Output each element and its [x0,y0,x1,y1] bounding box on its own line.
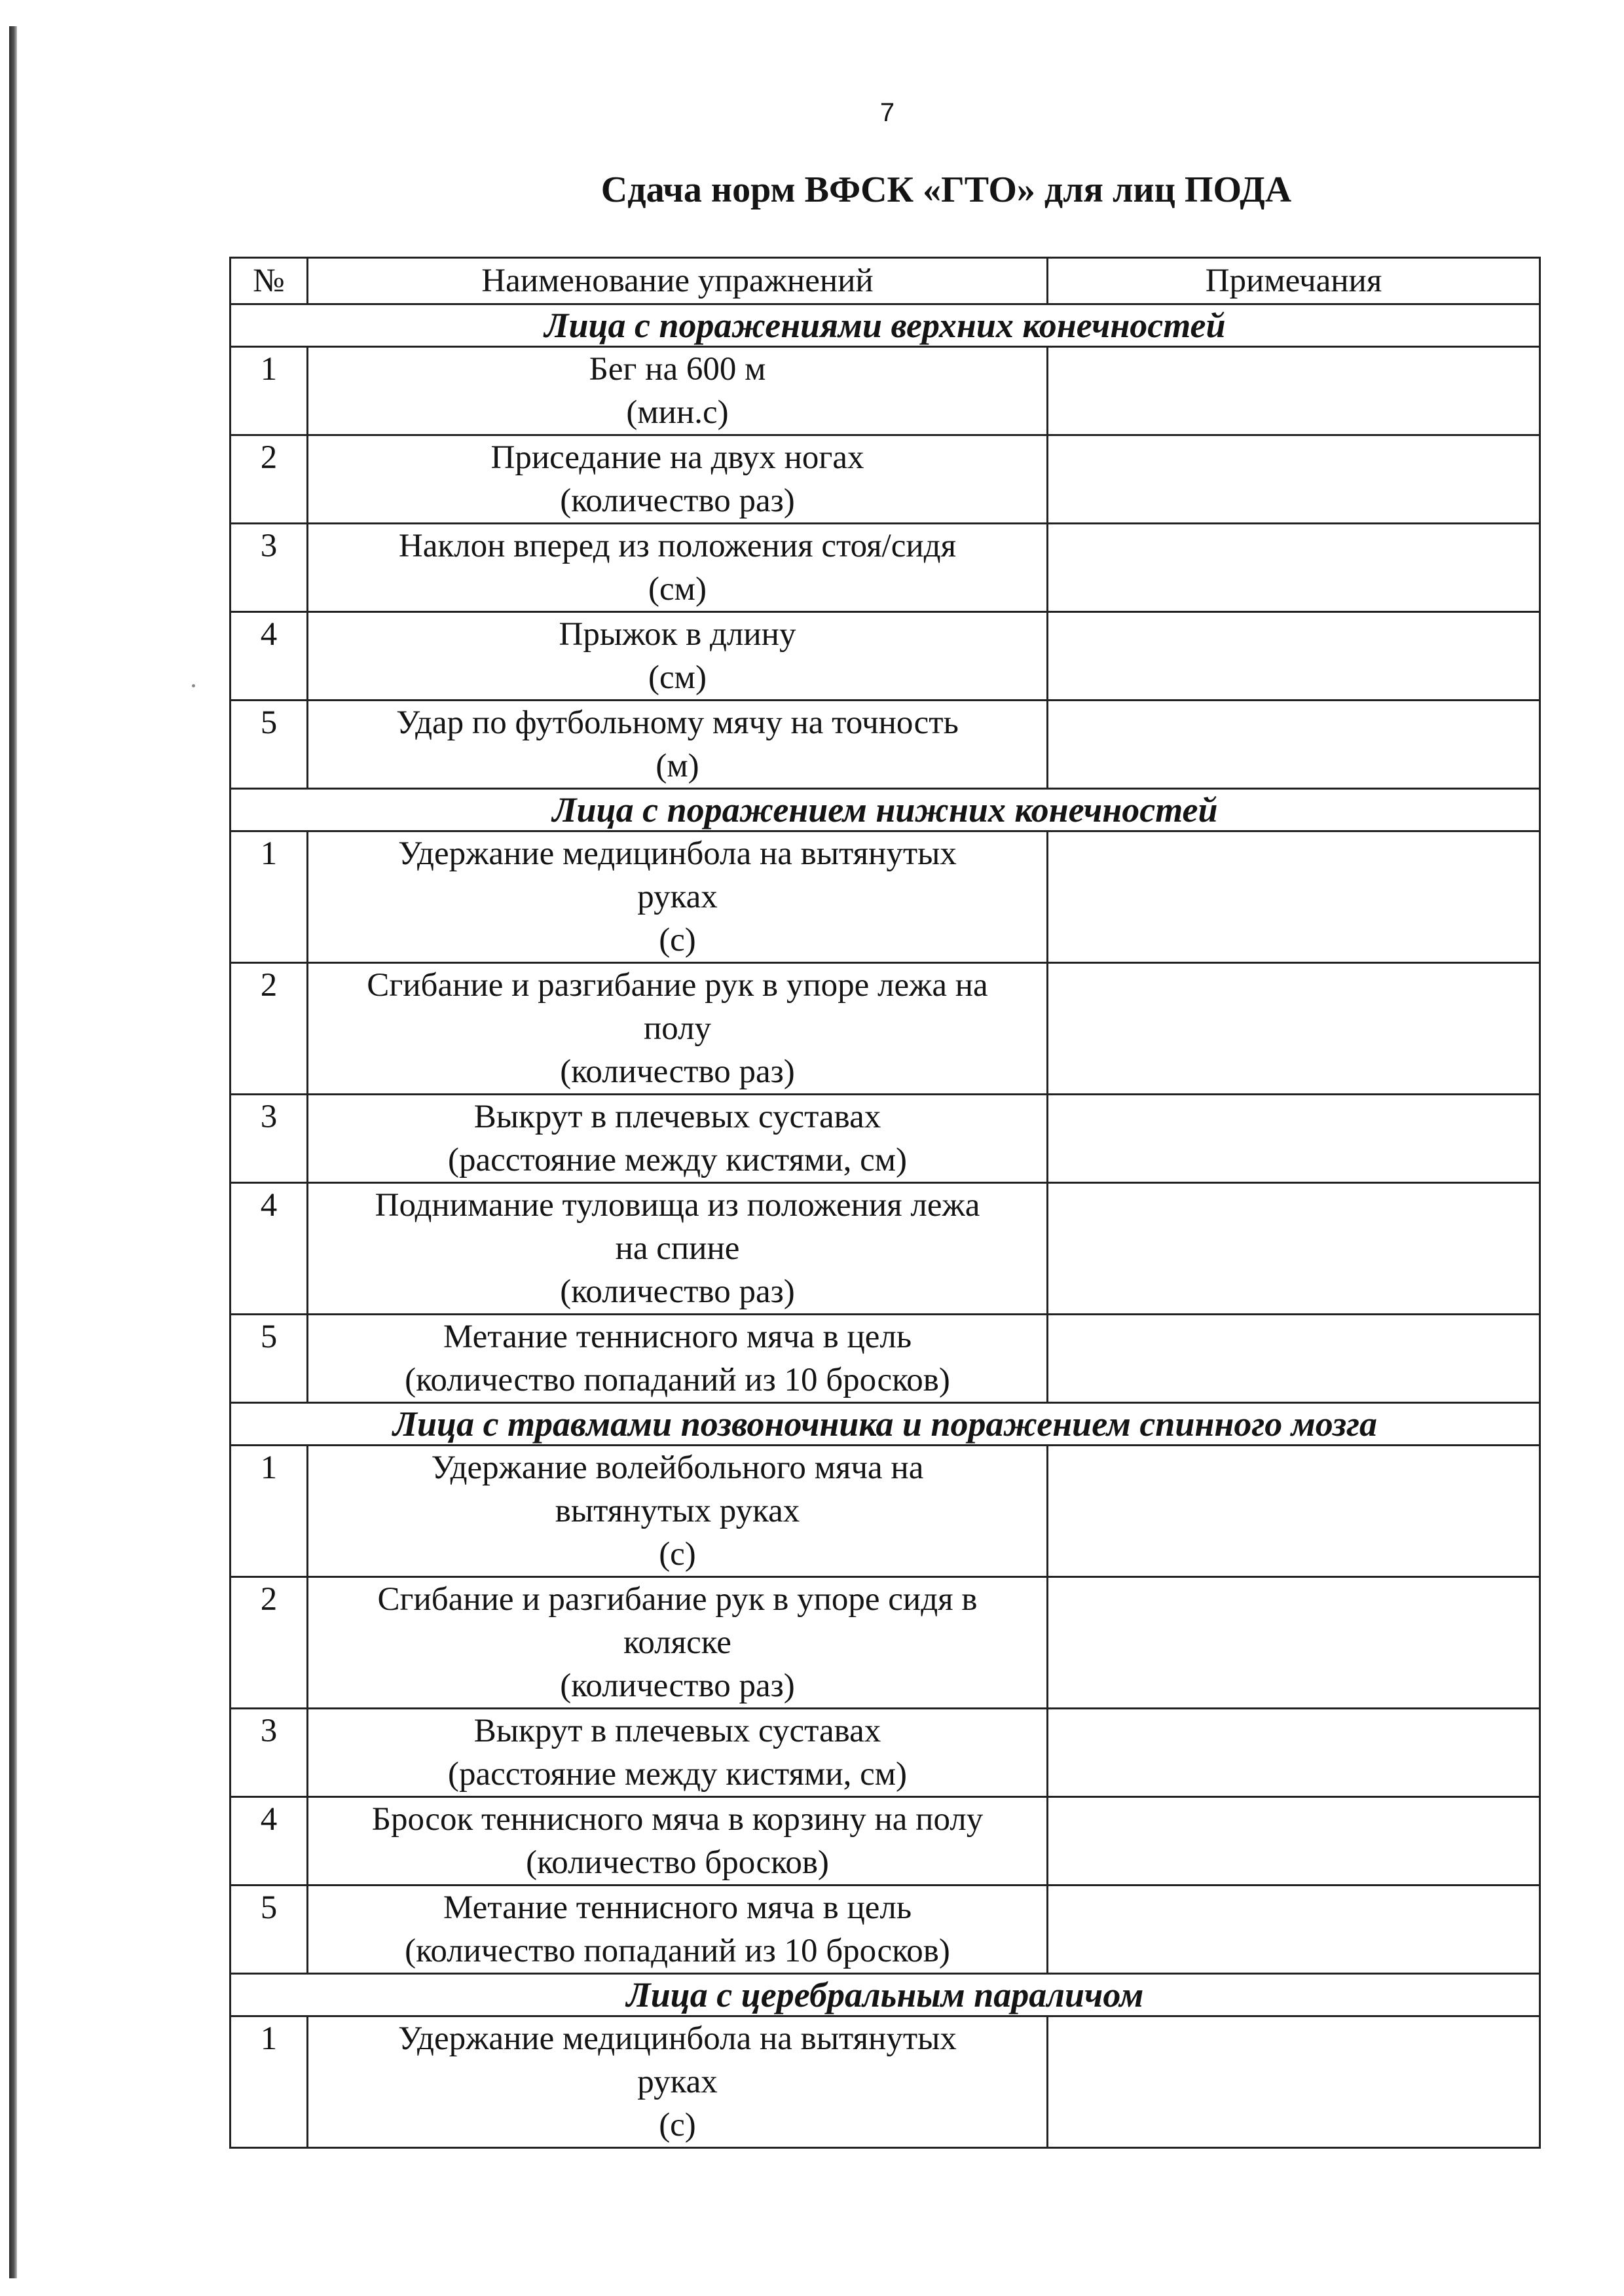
exercise-number: 1 [231,831,308,963]
exercise-note [1048,524,1540,612]
exercise-name-line: (количество раз) [560,483,795,519]
section-row [231,304,1540,347]
exercise-note [1048,347,1540,435]
exercise-name [308,1183,1048,1315]
exercise-name-line: Удержание медицинбола на вытянутых [398,2020,957,2057]
table-row [231,1886,1540,1974]
exercise-name-line: (с) [659,2107,696,2143]
exercise-name-line: (количество попаданий из 10 бросков) [405,1362,950,1398]
exercise-note [1048,1797,1540,1886]
exercise-name-line: (количество раз) [560,1667,795,1704]
exercise-number: 3 [231,1095,308,1183]
exercise-name-line: Прыжок в длину [559,616,796,653]
exercise-name-line: (количество попаданий из 10 бросков) [405,1933,950,1969]
scan-speck [192,684,195,687]
exercise-name-line: полу [643,1010,712,1047]
table-row [231,524,1540,612]
exercise-name-line: (с) [659,1536,696,1573]
exercise-name-line: (количество бросков) [526,1844,829,1881]
table-row [231,1315,1540,1403]
header-notes: Примечания [1048,258,1540,304]
exercise-name-line: Сгибание и разгибание рук в упоре сидя в [377,1581,978,1618]
exercise-name [308,831,1048,963]
table-row [231,1577,1540,1709]
exercise-note [1048,435,1540,524]
exercise-number: 3 [231,1709,308,1797]
exercise-number: 3 [231,524,308,612]
exercise-name-line: коляске [623,1624,731,1661]
header-number: № [231,258,308,304]
exercise-name-line: (расстояние между кистями, см) [447,1142,908,1178]
exercise-name-line: (количество раз) [560,1053,795,1090]
table-row [231,831,1540,963]
section-title: Лица с церебральным параличом [231,1974,1540,2016]
table-row [231,612,1540,701]
exercise-name-line: Бег на 600 м [589,351,766,388]
exercise-note [1048,1577,1540,1709]
exercise-name [308,612,1048,701]
exercise-name [308,701,1048,789]
exercise-number: 4 [231,1183,308,1315]
section-row [231,1974,1540,2016]
exercise-note [1048,612,1540,701]
exercise-name-line: Сгибание и разгибание рук в упоре лежа на [367,967,988,1004]
exercise-note [1048,831,1540,963]
table-row [231,2016,1540,2148]
exercise-note [1048,1886,1540,1974]
section-row [231,789,1540,831]
exercise-name-line: руках [637,2064,718,2100]
exercise-name-line: Метание теннисного мяча в цель [443,1889,912,1926]
section-title: Лица с поражениями верхних конечностей [231,304,1540,347]
scan-edge [9,26,17,2278]
exercise-note [1048,963,1540,1095]
exercise-name-line: (количество раз) [560,1273,795,1310]
exercise-number: 4 [231,1797,308,1886]
exercise-number: 5 [231,1886,308,1974]
exercise-name-line: (м) [655,748,699,784]
exercise-name [308,1315,1048,1403]
exercise-name-line: Приседание на двух ногах [490,439,864,476]
exercise-number: 1 [231,1446,308,1577]
exercise-name [308,524,1048,612]
exercise-name [308,1797,1048,1886]
exercise-number: 4 [231,612,308,701]
exercise-name-line: на спине [615,1230,740,1267]
exercise-note [1048,2016,1540,2148]
exercise-name-line: (см) [648,571,707,608]
table-row [231,435,1540,524]
section-title: Лица с поражением нижних конечностей [231,789,1540,831]
exercise-note [1048,701,1540,789]
exercise-name [308,1709,1048,1797]
section-row [231,1403,1540,1446]
exercise-name [308,963,1048,1095]
exercise-name-line: вытянутых руках [555,1493,800,1529]
exercise-number: 2 [231,1577,308,1709]
norms-table [229,257,1541,2149]
exercise-number: 5 [231,1315,308,1403]
exercise-name-line: Выкрут в плечевых суставах [473,1099,881,1135]
exercise-number: 1 [231,2016,308,2148]
table-header-row [231,258,1540,304]
table-row [231,1709,1540,1797]
exercise-name [308,347,1048,435]
exercise-name [308,1577,1048,1709]
exercise-name-line: Метание теннисного мяча в цель [443,1319,912,1355]
page-number: 7 [879,98,895,127]
exercise-number: 2 [231,963,308,1095]
exercise-name-line: (расстояние между кистями, см) [447,1756,908,1793]
section-title: Лица с травмами позвоночника и поражением спинного мозга [231,1403,1540,1446]
table-row [231,1095,1540,1183]
document-title: Сдача норм ВФСК «ГТО» для лиц ПОДА [600,170,1292,210]
exercise-name [308,2016,1048,2148]
exercise-number: 2 [231,435,308,524]
table-row [231,963,1540,1095]
exercise-name [308,1095,1048,1183]
exercise-note [1048,1183,1540,1315]
table-row [231,1183,1540,1315]
exercise-note [1048,1709,1540,1797]
exercise-name [308,1886,1048,1974]
exercise-number: 1 [231,347,308,435]
exercise-name-line: Бросок теннисного мяча в корзину на полу [371,1801,984,1838]
exercise-name-line: (см) [648,659,707,696]
table-row [231,1446,1540,1577]
exercise-name-line: руках [637,879,718,915]
exercise-note [1048,1315,1540,1403]
table-row [231,347,1540,435]
exercise-note [1048,1095,1540,1183]
exercise-name [308,1446,1048,1577]
exercise-name-line: Удержание медицинбола на вытянутых [398,835,957,872]
exercise-name-line: (мин.с) [626,394,729,431]
exercise-name-line: Поднимание туловища из положения лежа [375,1187,980,1224]
exercise-name-line: (с) [659,922,696,958]
header-exercise-name: Наименование упражнений [308,258,1048,304]
exercise-name [308,435,1048,524]
exercise-name-line: Удар по футбольному мячу на точность [396,704,959,741]
table-row [231,1797,1540,1886]
exercise-name-line: Выкрут в плечевых суставах [473,1713,881,1749]
exercise-note [1048,1446,1540,1577]
table-row [231,701,1540,789]
exercise-name-line: Наклон вперед из положения стоя/сидя [398,528,957,564]
exercise-name-line: Удержание волейбольного мяча на [431,1449,924,1486]
exercise-number: 5 [231,701,308,789]
